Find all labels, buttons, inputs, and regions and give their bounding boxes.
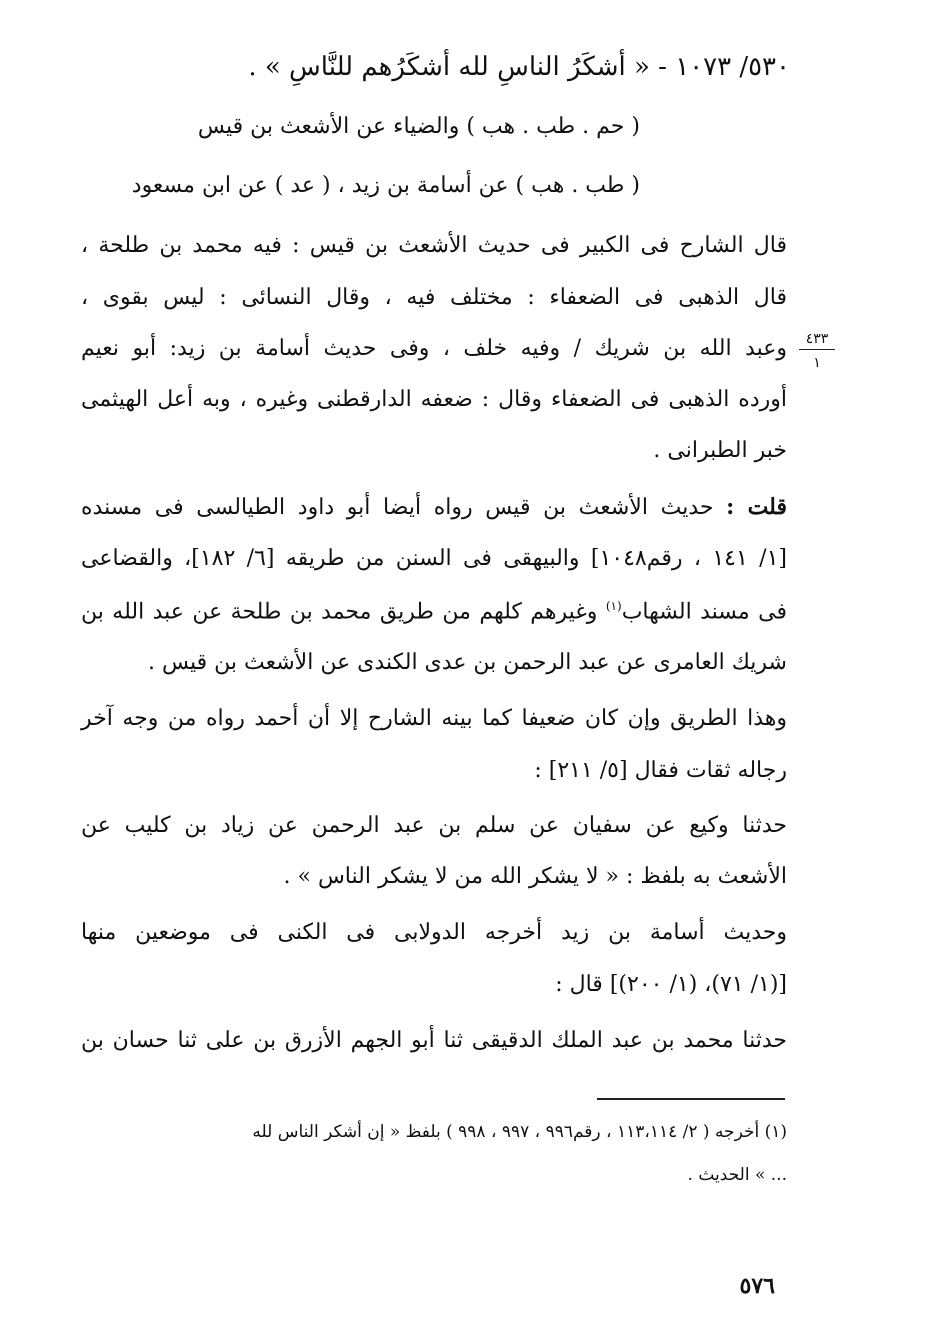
qult-line-3-a: فى مسند الشهاب bbox=[621, 599, 787, 625]
para-2-line-2: رجاله ثقات فقال [٥/ ٢١١] : bbox=[534, 758, 787, 783]
footnote-separator bbox=[597, 1098, 785, 1100]
para-2-line-1: وهذا الطريق وإن كان ضعيفا كما بينه الشارح إلا أن أحمد رواه من وجه آخر bbox=[81, 706, 787, 731]
hadith-source-line-2: ( طب . هب ) عن أسامة بن زيد ، ( عد ) عن ابن مسعود bbox=[131, 173, 640, 198]
para-4-line-1: وحديث أسامة بن زيد أخرجه الدولابى فى الكنى فى موضعين منها bbox=[81, 920, 787, 945]
qult-line-1-text: حديث الأشعث بن قيس رواه أيضا أبو داود الطيالسى فى مسنده bbox=[81, 495, 714, 520]
commentary-line-3: وعبد الله بن شريك / وفيه خلف ، وفى حديث أسامة بن زيد: أبو نعيم bbox=[81, 336, 787, 361]
margin-ref-bottom: ١ bbox=[813, 355, 821, 371]
qult-line-3-b: وغيرهم كلهم من طريق محمد بن طلحة عن عبد الله بن bbox=[81, 599, 606, 625]
para-3-line-1: حدثنا وكيع عن سفيان عن سلم بن عبد الرحمن عن زياد بن كليب عن bbox=[81, 813, 787, 838]
commentary-line-2: قال الذهبى فى الضعفاء : مختلف فيه ، وقال النسائى : ليس بقوى ، bbox=[81, 285, 787, 310]
para-5-line-1: حدثنا محمد بن عبد الملك الدقيقى ثنا أبو الجهم الأزرق بن على ثنا حسان بن bbox=[81, 1028, 787, 1053]
qult-line-4: شريك العامرى عن عبد الرحمن بن عدى الكندى عن الأشعث بن قيس . bbox=[147, 650, 787, 675]
commentary-line-5: خبر الطبرانى . bbox=[653, 438, 787, 463]
margin-ref-rule bbox=[799, 349, 835, 350]
footnote-line-1: (١) أخرجه ( ٢/ ١١٣،١١٤ ، رقم٩٩٦ ، ٩٩٧ ، ٩٩٨ ) بلفظ « إن أشكر الناس لله bbox=[252, 1122, 787, 1142]
commentary-line-1: قال الشارح فى الكبير فى حديث الأشعث بن قيس : فيه محمد بن طلحة ، bbox=[81, 233, 787, 258]
qult-line-2: [١/ ١٤١ ، رقم١٠٤٨] والبيهقى فى السنن من طريقه [٦/ ١٨٢]، والقضاعى bbox=[81, 546, 788, 571]
para-4-line-2: [(١/ ٧١)، (١/ ٢٠٠)] قال : bbox=[555, 972, 787, 997]
hadith-title: ٥٣٠/ ١٠٧٣ - « أشكَرُ الناسِ لله أشكَرُهم للنَّاسِ » . bbox=[248, 52, 790, 82]
footnote-marker: (١) bbox=[605, 599, 622, 613]
margin-page-reference bbox=[799, 332, 835, 370]
qult-keyword: قلت : bbox=[726, 494, 787, 520]
page-number: ٥٧٦ bbox=[739, 1273, 775, 1299]
qult-line-3 bbox=[81, 600, 787, 623]
hadith-source-line-1: ( حم . طب . هب ) والضياء عن الأشعث بن قيس bbox=[197, 114, 640, 139]
commentary-line-4: أورده الذهبى فى الضعفاء وقال : ضعفه الدارقطنى وغيره ، وبه أعل الهيثمى bbox=[81, 387, 787, 412]
margin-ref-top: ٤٣٣ bbox=[805, 331, 829, 347]
footnote-line-2: ... » الحديث . bbox=[687, 1165, 787, 1185]
para-3-line-2: الأشعث به بلفظ : « لا يشكر الله من لا يشكر الناس » . bbox=[283, 864, 787, 889]
qult-line-1 bbox=[81, 496, 787, 519]
